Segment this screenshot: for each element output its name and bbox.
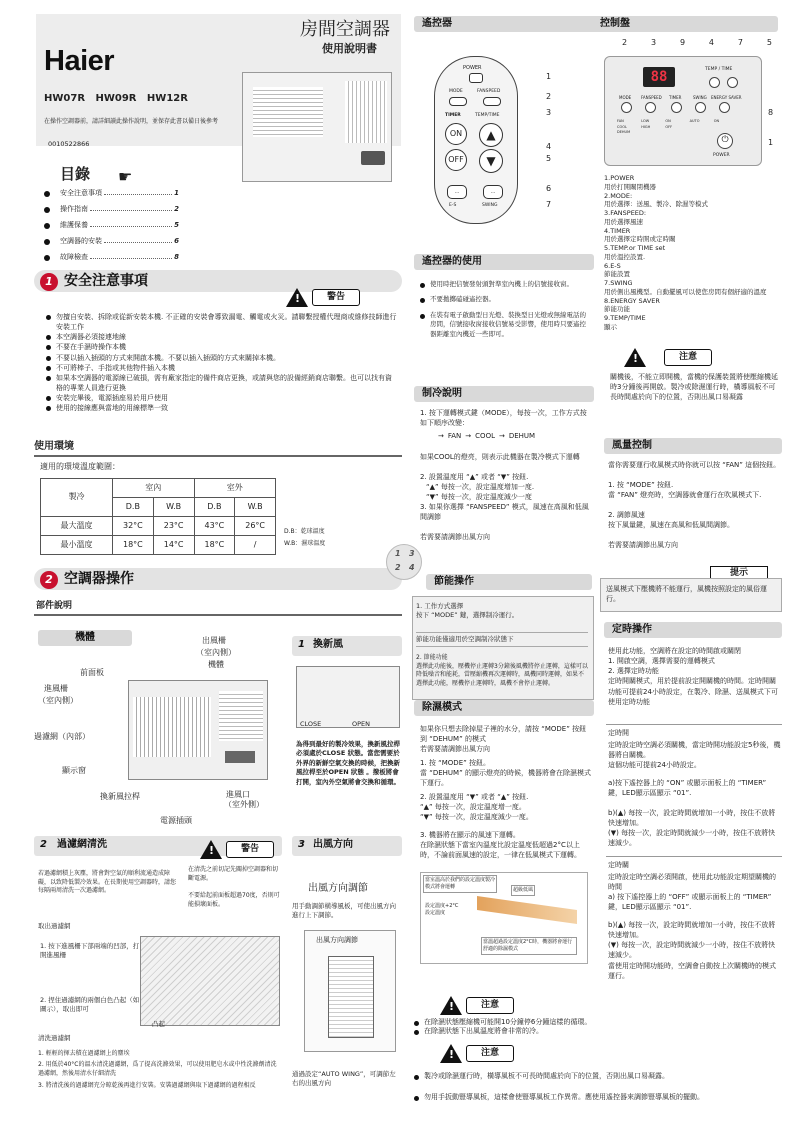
note2-list (414, 1018, 794, 1037)
doc-code: 0010522866 (48, 140, 90, 148)
hand-pointer-icon: ☛ (118, 167, 133, 186)
toc-title: 目錄 (60, 165, 91, 183)
remote-swing-button[interactable]: … (483, 185, 503, 199)
cp-mode-label: MODE (619, 95, 632, 100)
fan-ctrl-p1: 當你需要運行收風模式時你就可以按 “FAN” 這個按鈕。 (608, 461, 781, 469)
tip-tag: 提示 (710, 566, 768, 580)
label-indoor-side: （室內側） (196, 648, 236, 657)
remote-swing-label: SWING (482, 203, 498, 208)
fresh-air-header: 1 換新風 (292, 636, 402, 656)
timer-b1b: b)(▲) 每按一次，設定時間就增加一小時，按住不放將快速增加。 (▼) 每按一次，設定時間就減少一小時，按住不放將快速減少。 (608, 809, 776, 848)
safety-item: 不要在手濕時操作本機 (46, 342, 398, 352)
seq-arrow-icon: → (498, 432, 505, 440)
header-unit-grille-left (253, 87, 323, 137)
remote-callout: 1 (546, 72, 552, 81)
parts-unit-display (225, 751, 255, 763)
remote-callout: 4 (546, 142, 552, 151)
dehum-chart-note-c: 設定溫度+2°C 設定溫度 (425, 903, 459, 916)
cp-power-label: POWER (713, 153, 730, 158)
header-unit-display (361, 151, 385, 165)
filter-step2: 2. 捏住過濾網的兩個白色凸起（如圖示），取出即可 (40, 996, 140, 1014)
toc-item[interactable]: 空調器的安裝 6 (44, 234, 179, 250)
read-notice: 在操作空調器前，請詳細讀此操作說明，並保存此書以備日後參考 (44, 118, 219, 125)
timer-divider-a (606, 724, 782, 725)
dehum-p1: 如果你只想去除掉屋子裡的水分，請按 “MODE” 按鈕到 “DEHUM” 的模式 若需要請調節出風方向 (420, 725, 587, 754)
cp-timer-button[interactable] (671, 102, 682, 113)
remote-timer-label: TIMER (445, 113, 461, 118)
env-divider (34, 455, 402, 457)
safety-item: 使用的接線應與當地的用線標準一致 (46, 403, 398, 413)
label-filter: 過濾網（內部） (34, 732, 90, 741)
remote-on-button[interactable]: ON (445, 123, 467, 145)
toc-item[interactable]: 維護保養 5 (44, 218, 179, 234)
remote-callout: 2 (546, 92, 552, 101)
dehum-title: 除濕模式 (414, 700, 594, 716)
eco-p1: 1. 工作方式選擇 按下 “MODE” 鍵，選擇制冷運行。 (416, 602, 519, 620)
fresh-air-figure (296, 666, 400, 728)
remote-fanspeed-label: FANSPEED (477, 89, 501, 94)
airflow-bottom-text: 通過設定“AUTO WING”，可調節左右的出風方向 (292, 1070, 396, 1088)
label-outlet-side: （室外側） (224, 800, 264, 809)
cp-temptime-label: TEMP / TIME (705, 67, 733, 72)
note2-item: 在除濕狀態下出風溫度將會非常的冷。 (414, 1027, 794, 1036)
remote-title: 遙控器 (414, 16, 598, 32)
warning-triangle-icon (624, 348, 646, 367)
note3-warning: ! 注意 (440, 1044, 514, 1063)
filter-unit-figure (140, 936, 280, 1026)
eco-p2: 節能功能僅適用於空調制冷狀態下 (416, 632, 588, 647)
brand-logo: Haier (44, 45, 115, 77)
filter-warning: ! 警告 (200, 840, 274, 859)
safety-item: 不要以插入插頭的方式來開啟本機。不要以插入插頭的方式來關掉本機。 (46, 353, 398, 363)
toc-bullet-icon (44, 191, 50, 197)
note3-item: 勿用手扳動豎導風板，這樣會使豎導風板工作異常。應使用遙控器來調節豎導風板的擺動。 (414, 1093, 794, 1102)
cp-display: 88 (643, 67, 675, 87)
airflow-fig-unit (328, 956, 374, 1038)
remote-temp-down-button[interactable]: ▼ (479, 149, 503, 173)
fan-ctrl-title: 風量控制 (604, 438, 782, 454)
warning-triangle-icon (440, 996, 462, 1015)
cooling-step3: 3. 如果你選擇 “FANSPEED” 模式，風速在高風和低風間調節 (420, 503, 589, 522)
cooling-step2: 2. 設置溫度用 “▲” 或者 “▼” 按鈕. (420, 473, 529, 481)
safety-item: 本空調器必須接連地線 (46, 332, 398, 342)
model-list: HW07R HW09R HW12R (44, 93, 188, 104)
safety-section-header: 1 安全注意事項 (34, 270, 402, 292)
tip-text: 送風模式下壓機將不能運行，風機按照設定的風俗運行。 (606, 585, 767, 604)
cp-swing-button[interactable] (695, 102, 706, 113)
note2-item: 在除濕狀態壓縮機可能開10分鐘停6分鐘這樣的循環。 (414, 1018, 794, 1027)
seq-arrow-icon: → (438, 432, 444, 440)
warning-triangle-icon (200, 840, 222, 859)
airflow-header: 3 出風方向 (292, 836, 402, 856)
remote-es-label: E-S (449, 203, 457, 208)
timer-b2-title: 定時關 (608, 861, 629, 869)
safety-item: 安裝完畢後，電源插座易於用戶使用 (46, 393, 398, 403)
remote-callout: 5 (546, 154, 552, 163)
remote-off-button[interactable]: OFF (445, 149, 467, 171)
cp-callout-right: 1 (768, 138, 774, 147)
cp-legend: 1.POWER 用於打開關閉機器 2.MODE: 用於選擇：送風、製冷、除濕等模式 3.FANSPEED: 用於選擇風速 4.TIMER 用於選擇定時開或定時關 5.TEMP.or TIME set 用於溫控設置. 6.E-S 節能設置 7.SWING 用於側出風機型。自動擺風可以使您房間有個舒適的溫度 8.ENERGY SAVER 節能功能 9.TEMP/TIME 顯示 (604, 174, 767, 332)
label-outlet: 進風口 (226, 790, 250, 799)
filter-header: 2 過濾網清洗 (34, 836, 282, 856)
control-panel-figure (604, 56, 762, 166)
remote-temp-up-button[interactable]: ▲ (479, 123, 503, 147)
filter-clean-title: 清洗過濾網 (38, 1034, 71, 1042)
cooling-up: “▲” 每按一次，設定溫度增加一度. (426, 483, 535, 491)
cp-callouts-top: 2 3 9 4 7 5 (622, 38, 772, 47)
timer-title: 定時操作 (604, 622, 782, 638)
dehum-chart-note-d: 當溫超過設定溫度2°C時，機器將會運行舒適的除濕模式 (481, 937, 577, 955)
operation-section-header: 2 空調器操作 (34, 568, 402, 590)
warning-triangle-icon (286, 288, 308, 307)
label-front-panel: 前面板 (80, 668, 104, 677)
env-title: 使用環境 (34, 441, 74, 452)
dehum-s1: 1. 按 “MODE” 按鈕。 當 “DEHUM” 的顯示燈亮的時候，機器將會在除濕模式下運行。 (420, 759, 591, 788)
remote-power-button[interactable] (469, 73, 483, 83)
parts-unit-outlet (219, 691, 263, 741)
parts-title: 部件說明 (36, 601, 73, 611)
ac-unit-header-image (242, 72, 392, 182)
timer-b1: 定時設定時空調必須關機，當定時開功能設定5秒後，機器將自關機。 這個功能可提前24小時設定。 (608, 741, 781, 770)
label-outlet-grille: 出風柵 (202, 636, 226, 645)
remote-callout: 7 (546, 200, 552, 209)
filter-clean-step: 3. 將清洗後的過濾網充分晾乾後再進行安裝。安裝過濾網與取下過濾網的過程相反 (38, 1082, 256, 1089)
timer-p1: 使用此功能，空調將在設定的時間啟或關閉 1. 開啟空調，選擇需要的運轉模式 2. 選擇定時功能 定時開關模式，用於提前設定開關機的時間。定時開關功能可提前24小時設定，在製冷、除濕、送風模式下可使用定時功能 (608, 647, 778, 706)
note2-warning: ! 注意 (440, 996, 514, 1015)
label-display: 顯示窗 (62, 766, 86, 775)
page-marks: 1 3 2 4 (386, 544, 422, 580)
dehum-chart (420, 872, 588, 964)
cp-es-label: ENERGY SAVER (711, 95, 742, 100)
remote-use-item: 使用時把信號發射頭對準室內機上的信號接收窗。 (420, 280, 592, 289)
toc-bullet-icon (44, 239, 50, 245)
safety-list (46, 312, 398, 413)
dehum-chart-note-a: 當室溫高於我們的設定溫度製冷模式將會運轉 (423, 875, 497, 893)
eco-title: 節能操作 (426, 574, 592, 590)
dehum-s2: 2. 設置溫度用 “▼” 或者 “▲” 按鈕. “▲” 每按一次，設定溫度增一度。 “▼” 每按一次，設定溫度減少一度。 (420, 793, 533, 822)
remote-es-button[interactable]: … (447, 185, 467, 199)
warning-triangle-icon (440, 1044, 462, 1063)
cp-swing-label: SWING (693, 95, 707, 100)
cooling-step1: 1. 按下運轉模式鍵（MODE），每按一次，工作方式按如下順序改變： (420, 409, 587, 428)
parts-unit-grille (133, 697, 211, 757)
cooling-title: 制冷說明 (414, 386, 594, 402)
env-intro: 適用的環境溫度範圍： (40, 462, 120, 471)
fresh-air-text: 為得到最好的製冷效果，換新風拉桿必須處於CLOSE 狀態。當您需要於外界的新鮮空氣交換的時候，把換新風拉桿至於OPEN 狀態 。撥板將會打開，室內外空氣將會交換和循環。 (296, 740, 400, 786)
remote-power-label: POWER (463, 65, 482, 71)
airflow-text: 用手動調節橫導風板，可使出風方向進行上下調節。 (292, 902, 396, 920)
safety-warning: ! 警告 (286, 288, 360, 307)
safety-item: 如果本空調器的電源線已破損，需有廠家指定的備件商店更換，或請與您的設備經銷商店聯繫。也可以找有資格的專業人員進行更換 (46, 373, 398, 393)
fresh-air-open-label: OPEN (352, 720, 371, 728)
filter-warn-text1: 在清洗之前切記先關掉空調器和切斷電源。 (188, 866, 279, 882)
note1-warning: ! 注意 (624, 348, 712, 367)
parts-divider (34, 614, 402, 616)
fresh-air-close-label: CLOSE (300, 720, 322, 728)
env-mode-cell: 製冷 (41, 479, 113, 517)
fan-ctrl-s1: 1. 按 “MODE” 按鈕. 當 “FAN” 燈亮時，空調器就會運行在吹風模式下. (608, 481, 762, 500)
body-tag: 機體 (38, 630, 132, 646)
toc-bullet-icon (44, 255, 50, 261)
toc-item[interactable]: 故障檢查 8 (44, 250, 179, 266)
cp-temp-up-button[interactable] (727, 77, 738, 88)
airflow-fig-title: 出風方向調節 (316, 936, 358, 944)
cp-es-button[interactable] (719, 102, 730, 113)
timer-b1-title: 定時開 (608, 729, 629, 737)
filter-clean-step: 2. 用低於40°C的溫水清洗過濾網，爲了提高洗滌效果，可以使用肥皂水或中性洗滌劑清洗過濾網，然後用清水仔細清洗 (38, 1061, 277, 1077)
timer-b2: 定時設定時空調必須開啟，使用此功能設定期望關機的時間 a) 按下遙控器上的 “OFF” 或顯示面板上的 “TIMER” 鍵，LED顯示區顯示 “01”. (608, 873, 776, 912)
eco-p3: 2. 節能功能 選擇此功能後，壓機停止運轉3分鐘後風機將停止運轉，這樣可以降低噪音和能耗，當壓縮機再次運轉時，風機同時運轉，如果不選擇此功能，壓機停止運轉時，風機不會停止運轉。 (416, 654, 588, 688)
cp-power-button[interactable]: ⏻ (717, 133, 733, 149)
header-unit-grille-right (345, 81, 387, 143)
dehum-chart-note-b: 超級低風 (511, 885, 535, 896)
airflow-heading: 出風方向調節 (308, 883, 368, 894)
cp-fanspeed-label: FANSPEED (641, 95, 662, 100)
label-plug: 電源插頭 (160, 816, 192, 825)
remote-fanspeed-button[interactable] (483, 97, 501, 106)
doc-subtitle: 使用說明書 (322, 42, 377, 55)
remote-use-item: 不要拋擲磕碰遙控器。 (420, 295, 592, 304)
filter-warn-text2: 不要給起前面板超過70度，否則可能損壞面板。 (188, 892, 280, 908)
remote-use-item: 在裝有電子啟動型日光燈、裝換型日光燈或無線電話的房間，信號接收窗接收信號易受影響，使用時只要遙控器距離室內機近一些即可。 (420, 311, 592, 339)
label-inlet-grille: 進風柵 (44, 684, 68, 693)
cp-led-row: FAN LOW ON AUTO ON COOL HIGH OFF DEHUM (617, 119, 720, 135)
fan-ctrl-s2: 2. 調節風速 按下風量鍵，風速在高風和低風間調節。 (608, 511, 734, 530)
label-inlet-side: （室內側） (38, 696, 78, 705)
label-louver: 換新風拉桿 (100, 792, 140, 801)
remote-mode-label: MODE (449, 89, 463, 94)
seq-arrow-icon: → (465, 432, 472, 440)
cooling-down: “▼” 每按一次，設定溫度減少一度 (426, 493, 532, 501)
note1-text: 關機後，不能立即開機，當機的保護裝置將使壓縮機延時3分鐘後再開啟。製冷或除濕運行時，橫導風板不可長時間處於向下的位置，否則出風口易凝露 (610, 373, 778, 402)
remote-control-figure (434, 56, 518, 224)
ac-unit-parts-image (128, 680, 268, 780)
note3-item: 製冷或除濕運行時，橫導風板不可長時間處於向下的位置，否則出風口易凝露。 (414, 1072, 794, 1081)
toc-bullet-icon (44, 223, 50, 229)
fan-ctrl-p2: 若需要請調節出風方向 (608, 541, 678, 549)
filter-intro: 若過濾網積上灰塵，將會對空氣的順利流通造成障礙，以致降低製冷效果。在長期使用空調器時，請您每隔兩周清洗一次過濾網。 (38, 870, 177, 895)
dehum-s3: 3. 機器將在顯示的風速下運轉。 在除濕狀態下當室內溫度比設定溫度低超過2°C以上時，不論前面風速的設定，一律在低風模式下運轉。 (420, 831, 581, 860)
filter-step1: 1. 按下進風柵下部兩端的凹部，打開進風柵 (40, 942, 140, 960)
cooling-p1: 如果COOL的燈亮，則表示此機器在製冷模式下運轉 (420, 453, 580, 461)
cp-timer-label: TIMER (669, 95, 682, 100)
env-note-wb: W.B：濕球溫度 (284, 540, 326, 547)
toc-item[interactable]: 安全注意事項 1 (44, 186, 179, 202)
safety-item: 不可將棒子、手指或其他物件插入本機 (46, 363, 398, 373)
remote-use-list (420, 280, 592, 339)
cp-fanspeed-button[interactable] (645, 102, 656, 113)
remote-temp-label: TEMP/TIME (475, 113, 500, 118)
toc-list (44, 186, 179, 266)
control-panel-title: 控制盤 (592, 16, 778, 32)
timer-divider-b (606, 856, 782, 857)
timer-b1a: a)按下遙控器上的 “ON” 或顯示面板上的 “TIMER” 鍵，LED顯示區顯示 “01”. (608, 779, 767, 798)
dehum-chart-band (477, 896, 577, 924)
cooling-p2: 若需要請調節出風方向 (420, 533, 490, 541)
cp-callout-right: 8 (768, 108, 774, 117)
cp-temp-down-button[interactable] (709, 77, 720, 88)
timer-b2b: b)(▲) 每按一次，設定時間就增加一小時，按住不放將快速增加。 (▼) 每按一次，設定時間就減少一小時，按住不放將快速減少。 當使用定時開功能時，空調會自動按上次關機時的模式運行。 (608, 921, 776, 980)
remote-callout: 3 (546, 108, 552, 117)
toc-bullet-icon (44, 207, 50, 213)
filter-remove-title: 取出過濾網 (38, 922, 71, 930)
label-body: 機體 (208, 660, 224, 669)
toc-item[interactable]: 操作指南 2 (44, 202, 179, 218)
remote-mode-button[interactable] (449, 97, 467, 106)
cooling-sequence: → FAN → COOL → DEHUM (438, 432, 536, 440)
filter-bump-label: 凸起 (152, 1020, 165, 1028)
remote-use-title: 遙控器的使用 (414, 254, 594, 270)
env-note-db: D.B：乾球溫度 (284, 528, 325, 535)
safety-item: 勿擅自安裝、拆除或從新安裝本機. 不正確的安裝會導致漏電、觸電或火災。請聯繫授權代理商或維修技師進行安裝工作 (46, 312, 398, 332)
doc-title: 房間空調器 (300, 19, 390, 40)
env-table: 製冷 室內 室外 D.B W.B D.B W.B 最大溫度 32°C 23°C 43°C 26°C 最小溫度 18°C 14°C 18°C / (40, 478, 276, 555)
note3-list (414, 1072, 794, 1103)
remote-callout: 6 (546, 184, 552, 193)
filter-clean-step: 1. 輕輕的揮去積在過濾網上的塵埃 (38, 1050, 130, 1057)
cp-mode-button[interactable] (621, 102, 632, 113)
